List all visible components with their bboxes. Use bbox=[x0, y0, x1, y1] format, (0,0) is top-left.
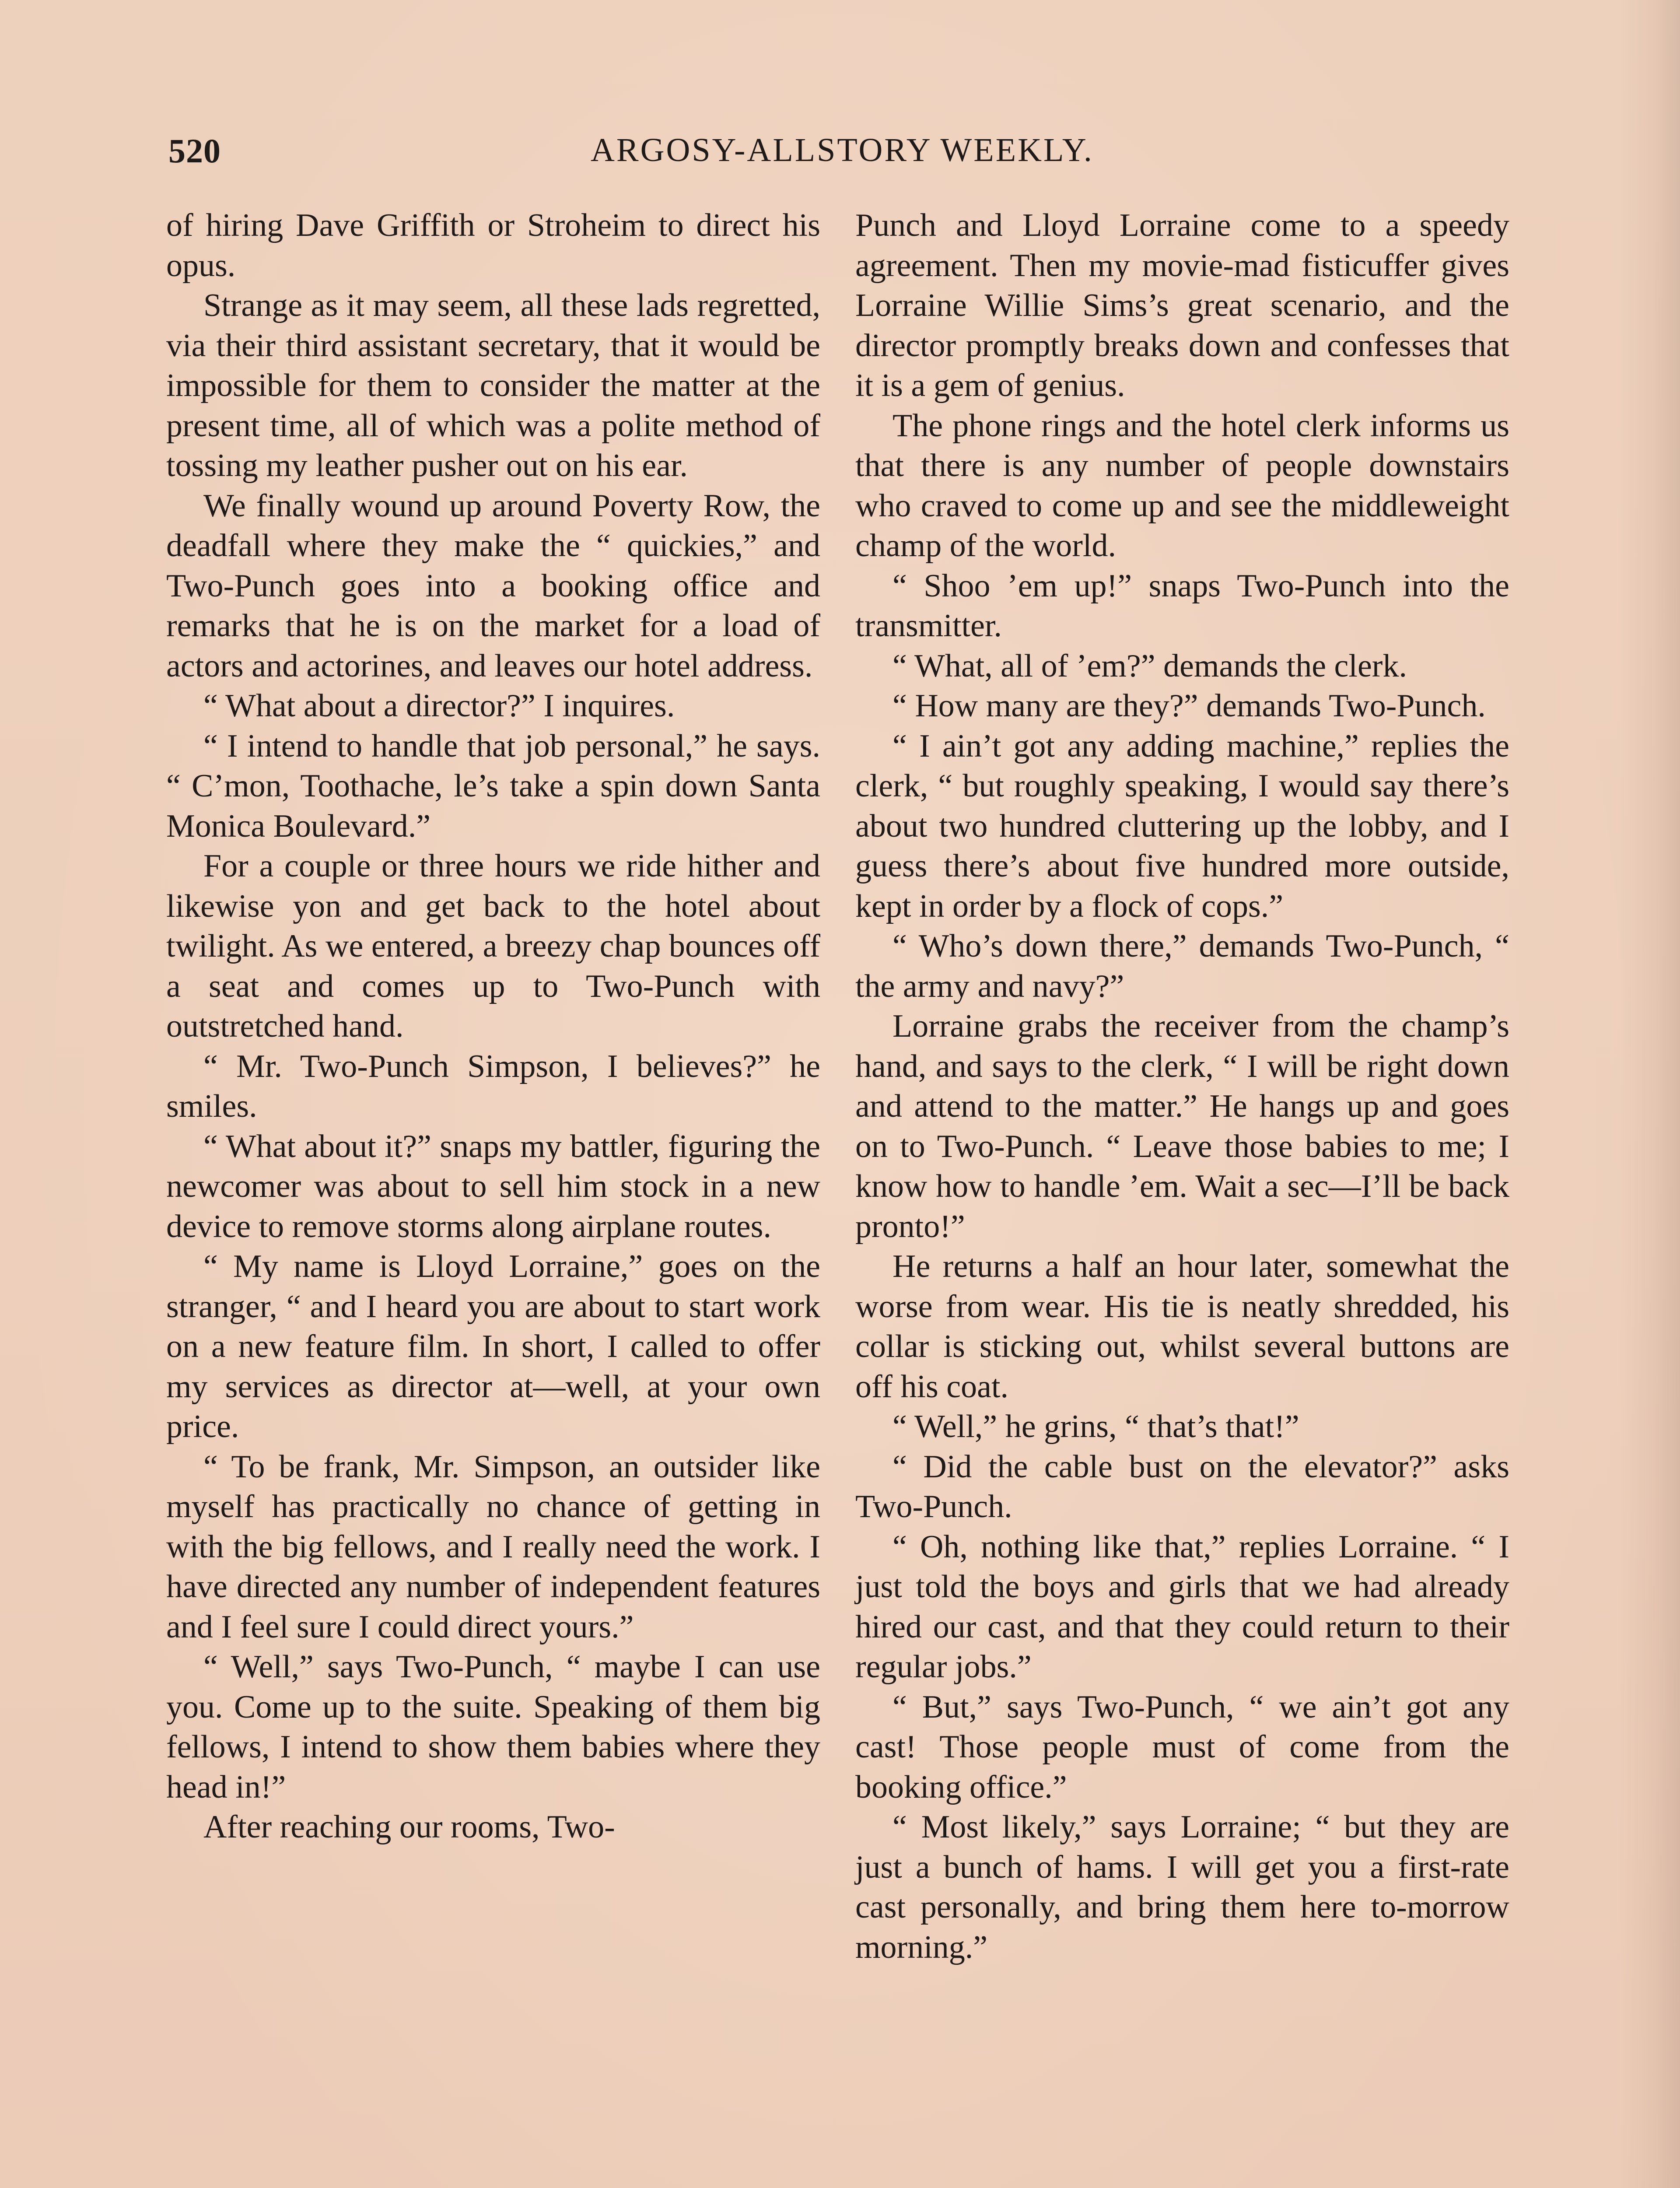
paragraph: of hiring Dave Griffith or Stroheim to direct his opus. bbox=[166, 207, 820, 284]
paragraph: “ Oh, nothing like that,” replies Lorraine. “ I just told the boys and girls that we had already hired our cast, and that they could return to their regular jobs.” bbox=[855, 1529, 1509, 1685]
paragraph: “ What, all of ’em?” demands the clerk. bbox=[892, 648, 1407, 684]
paragraph: Punch and Lloyd Lorraine come to a speedy agreement. Then my movie-mad fisticuffer gives Lorraine Willie Sims’s great scenario, and the director promptly breaks down and confesses that it is a gem of genius. bbox=[855, 207, 1509, 403]
paragraph: “ What about it?” snaps my battler, figuring the newcomer was about to sell him stock in a new device to remove storms along airplane routes. bbox=[166, 1128, 820, 1245]
paragraph: “ To be frank, Mr. Simpson, an outsider like myself has practically no chance of getting in with the big fellows, and I really need the work. I have directed any number of independent features and I feel sure I could direct yours.” bbox=[166, 1448, 820, 1645]
paragraph: “ What about a director?” I inquires. bbox=[203, 688, 675, 724]
paragraph: “ Who’s down there,” demands Two-Punch, “ the army and navy?” bbox=[855, 928, 1509, 1004]
paragraph: “ Most likely,” says Lorraine; “ but they are just a bunch of hams. I will get you a first-rate cast personally, and bring them here to-morrow morning.” bbox=[855, 1809, 1509, 1965]
paragraph: Strange as it may seem, all these lads regretted, via their third assistant secretary, that it would be impossible for them to consider the matter at the present time, all of which was a polite method of tossing my leather pusher out on his ear. bbox=[166, 288, 820, 484]
paragraph: “ I intend to handle that job personal,” he says. “ C’mon, Toothache, le’s take a spin down Santa Monica Boulevard.” bbox=[166, 728, 820, 844]
page-edge-shadow bbox=[1619, 0, 1680, 2188]
paragraph: For a couple or three hours we ride hither and likewise yon and get back to the hotel about twilight. As we entered, a breezy chap bounces off a seat and comes up to Two-Punch with outstretched hand. bbox=[166, 848, 820, 1044]
page-number: 520 bbox=[168, 132, 221, 170]
paragraph: “ I ain’t got any adding machine,” replies the clerk, “ but roughly speaking, I would say there’s about two hundred cluttering up the lobby, and I guess there’s about five hundred more outside, kept in order by a flock of cops.” bbox=[855, 728, 1509, 924]
paragraph: “ But,” says Two-Punch, “ we ain’t got any cast! Those people must of come from the booking office.” bbox=[855, 1689, 1509, 1805]
paragraph: “ Well,” he grins, “ that’s that!” bbox=[892, 1409, 1299, 1445]
running-head: ARGOSY-ALLSTORY WEEKLY. bbox=[591, 132, 1094, 168]
paragraph: “ How many are they?” demands Two-Punch. bbox=[892, 688, 1486, 724]
paragraph: After reaching our rooms, Two- bbox=[203, 1809, 615, 1845]
text-column-left bbox=[166, 206, 820, 1848]
paragraph: “ Mr. Two-Punch Simpson, I believes?” he smiles. bbox=[166, 1048, 820, 1124]
paragraph: “ Well,” says Two-Punch, “ maybe I can use you. Come up to the suite. Speaking of them big fellows, I intend to show them babies where they head in!” bbox=[166, 1649, 820, 1805]
paragraph: We finally wound up around Poverty Row, the deadfall where they make the “ quickies,” and Two-Punch goes into a booking office and remarks that he is on the market for a load of actors and actorines, and leaves our hotel address. bbox=[166, 487, 820, 684]
text-column-right bbox=[855, 206, 1509, 1967]
paragraph: The phone rings and the hotel clerk informs us that there is any number of people downstairs who craved to come up and see the middleweight champ of the world. bbox=[855, 407, 1509, 564]
paragraph: He returns a half an hour later, somewhat the worse from wear. His tie is neatly shredded, his collar is sticking out, whilst several buttons are off his coat. bbox=[855, 1248, 1509, 1405]
paragraph: “ My name is Lloyd Lorraine,” goes on the stranger, “ and I heard you are about to start work on a new feature film. In short, I called to offer my services as director at—well, at your own price. bbox=[166, 1248, 820, 1445]
paragraph: “ Did the cable bust on the elevator?” asks Two-Punch. bbox=[855, 1448, 1509, 1525]
page-header bbox=[168, 131, 1516, 179]
paragraph: Lorraine grabs the receiver from the champ’s hand, and says to the clerk, “ I will be right down and attend to the matter.” He hangs up and goes on to Two-Punch. “ Leave those babies to me; I know how to handle ’em. Wait a sec—I’ll be back pronto!” bbox=[855, 1008, 1509, 1245]
paragraph: “ Shoo ’em up!” snaps Two-Punch into the transmitter. bbox=[855, 568, 1509, 644]
